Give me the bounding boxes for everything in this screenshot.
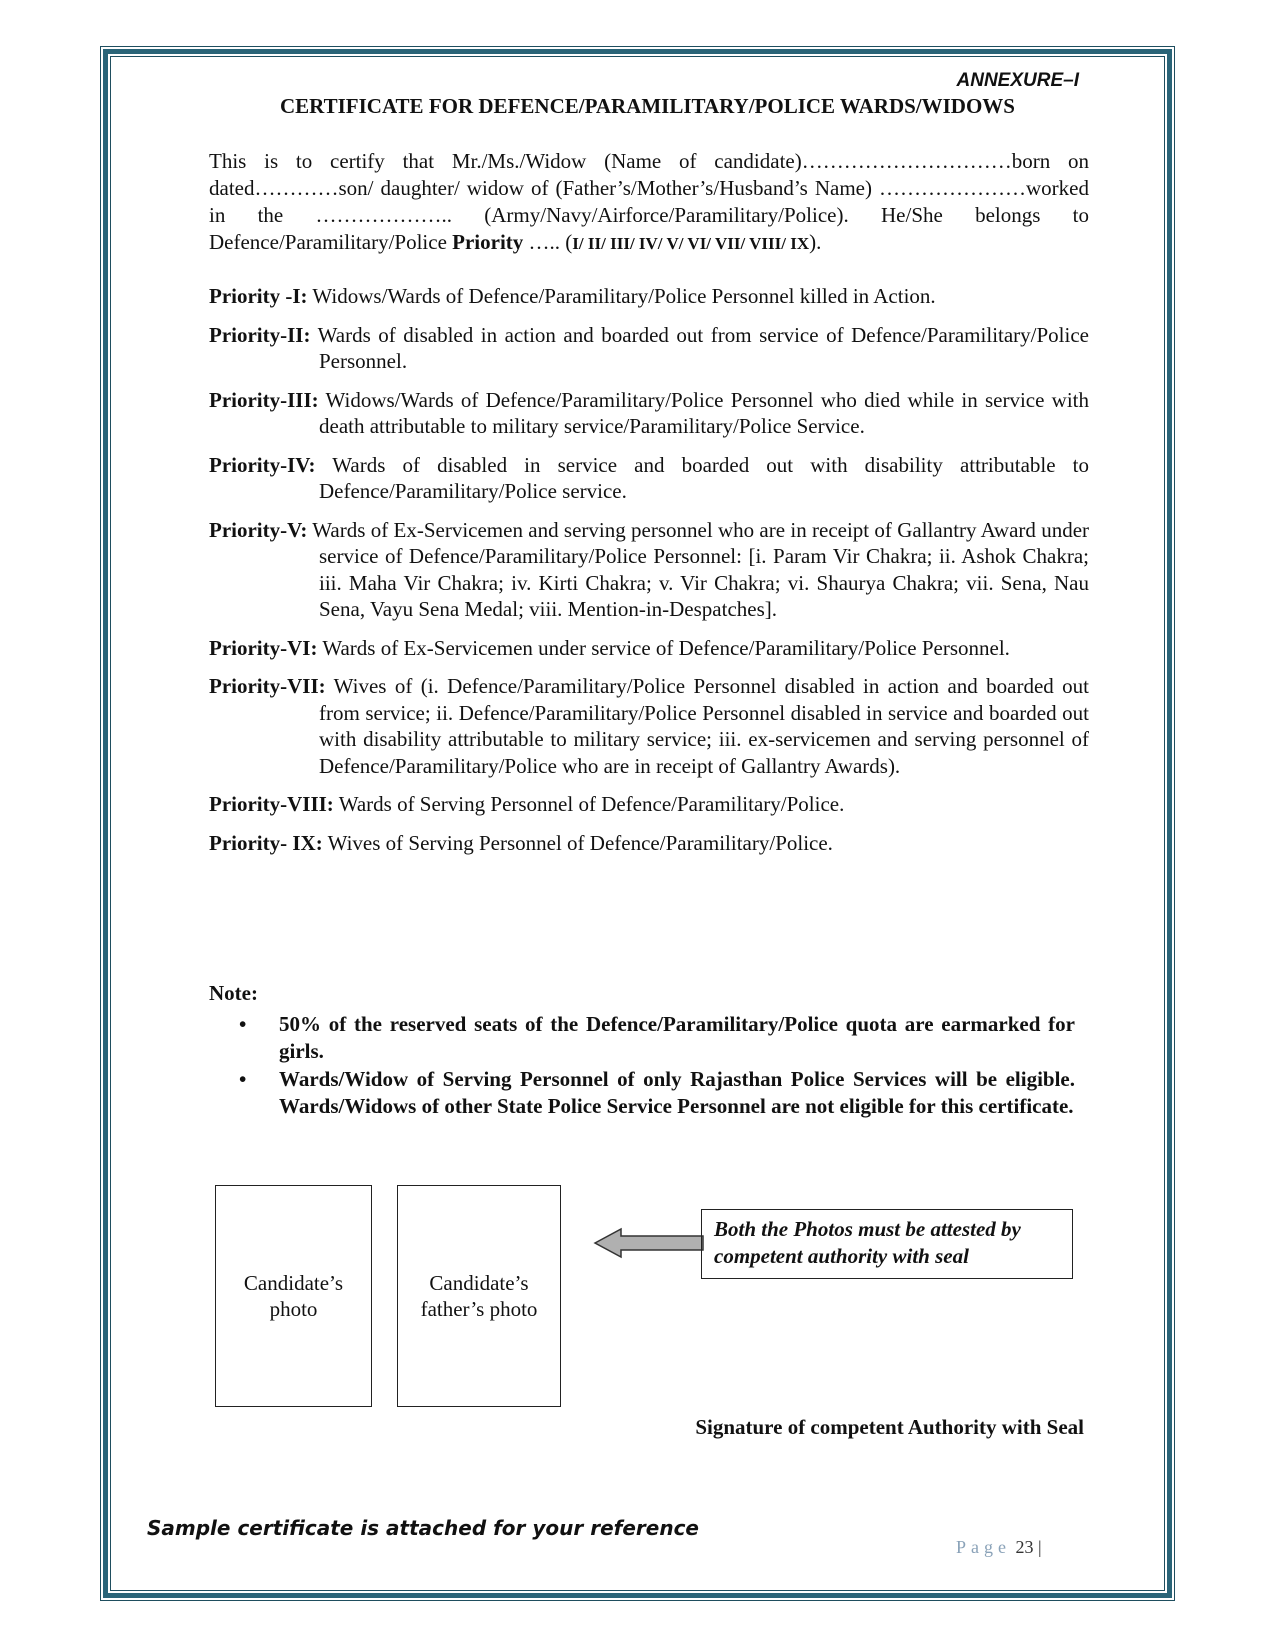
certify-paragraph <box>209 148 1089 257</box>
note-text: Wards/Widow of Serving Personnel of only Rajasthan Police Services will be eligible. Wards/Widows of other State Police Service Personnel are not eligible for this certificate. <box>279 1067 1075 1118</box>
page-number <box>956 1537 1042 1558</box>
priority-item <box>209 283 1089 310</box>
candidate-photo-label-line2: photo <box>269 1297 318 1321</box>
sample-certificate-note: Sample certificate is attached for your reference <box>147 1516 699 1540</box>
page-num: 23 <box>1015 1537 1034 1557</box>
certify-text: This is to certify that Mr./Ms./Widow (Name of candidate)…………………………born on dated…………son/ daughter/ widow of (Father’s/Mother’s/Husband’s Name) …………………worked in the ……………….. (Army/Navy/Airforce/Paramilitary/Police). He/She belongs to Defence/Paramilitary/Police <box>209 149 1089 254</box>
priority-text: Wards of Ex-Servicemen and serving personnel who are in receipt of Gallantry Award under service of Defence/Paramilitary/Police Personnel: [i. Param Vir Chakra; ii. Ashok Chakra; iii. Maha Vir Chakra; iv. Kirti Chakra; v. Vir Chakra; vi. Shaurya Chakra; vii. Sena, Nau Sena, Vayu Sena Medal; viii. Mention-in-Despatches]. <box>312 517 1090 621</box>
priority-item <box>209 791 1089 818</box>
priority-label: Priority-IV: <box>209 452 316 477</box>
priority-label: Priority-VIII: <box>209 792 334 816</box>
priority-text: Widows/Wards of Defence/Paramilitary/Police Personnel who died while in service with death attributable to military service/Paramilitary/Police Service. <box>319 387 1090 438</box>
father-photo-label-line1: Candidate’s <box>429 1271 529 1295</box>
priority-label: Priority-II: <box>209 322 311 347</box>
bullet-icon: • <box>239 1012 247 1036</box>
certify-close: ). <box>809 230 822 254</box>
attestation-note: Both the Photos must be attested by competent authority with seal <box>701 1209 1073 1279</box>
priority-item <box>209 452 1089 505</box>
note-text: 50% of the reserved seats of the Defence/Paramilitary/Police quota are earmarked for girls. <box>279 1012 1075 1063</box>
priority-text: Widows/Wards of Defence/Paramilitary/Police Personnel killed in Action. <box>312 284 936 308</box>
priority-text: Wards of disabled in action and boarded out from service of Defence/Paramilitary/Police Personnel. <box>317 322 1089 373</box>
note-heading: Note: <box>209 981 258 1005</box>
signature-label: Signature of competent Authority with Seal <box>695 1415 1084 1439</box>
priority-item <box>209 635 1089 662</box>
father-photo-label-line2: father’s photo <box>420 1297 538 1321</box>
priority-item <box>209 517 1089 623</box>
priority-label: Priority-VI: <box>209 635 318 660</box>
note-item <box>209 1066 1075 1120</box>
priority-item <box>209 830 1089 857</box>
priority-item <box>209 322 1089 375</box>
note-list <box>209 1011 1075 1121</box>
priority-label: Priority- IX: <box>209 830 323 855</box>
priority-word: Priority <box>452 230 524 254</box>
certificate-title: CERTIFICATE FOR DEFENCE/PARAMILITARY/POLICE WARDS/WIDOWS <box>280 94 1015 118</box>
annexure-label: ANNEXURE–I <box>956 70 1079 91</box>
priority-label: Priority-III: <box>209 387 319 412</box>
priority-item <box>209 673 1089 779</box>
priority-label: Priority-VII: <box>209 674 326 698</box>
certify-dots: ….. ( <box>523 230 573 254</box>
priority-item <box>209 387 1089 440</box>
priority-list <box>209 283 1089 868</box>
priority-options: I/ II/ III/ IV/ V/ VI/ VII/ VIII/ IX <box>572 234 810 253</box>
father-photo-box <box>397 1185 561 1407</box>
priority-text: Wards of Ex-Servicemen under service of Defence/Paramilitary/Police Personnel. <box>322 635 1010 660</box>
page-word: Page <box>956 1537 1011 1557</box>
bullet-icon: • <box>239 1067 247 1091</box>
priority-label: Priority-V: <box>209 517 308 542</box>
left-arrow-icon <box>593 1226 705 1260</box>
candidate-photo-box <box>215 1185 372 1407</box>
priority-text: Wards of disabled in service and boarded out with disability attributable to Defence/Paramilitary/Police service. <box>319 452 1090 503</box>
candidate-photo-label-line1: Candidate’s <box>243 1271 344 1295</box>
priority-text: Wards of Serving Personnel of Defence/Paramilitary/Police. <box>338 792 845 816</box>
note-item <box>209 1011 1075 1065</box>
priority-label: Priority -I: <box>209 284 308 308</box>
page-separator: | <box>1033 1537 1042 1557</box>
priority-text: Wives of Serving Personnel of Defence/Paramilitary/Police. <box>327 830 833 855</box>
priority-text: Wives of (i. Defence/Paramilitary/Police Personnel disabled in action and boarded out from service; ii. Defence/Paramilitary/Police Personnel disabled in service and boarded out with disability attributable to military service; iii. ex-servicemen and serving personnel of Defence/Paramilitary/Police who are in receipt of Gallantry Awards). <box>319 674 1089 778</box>
